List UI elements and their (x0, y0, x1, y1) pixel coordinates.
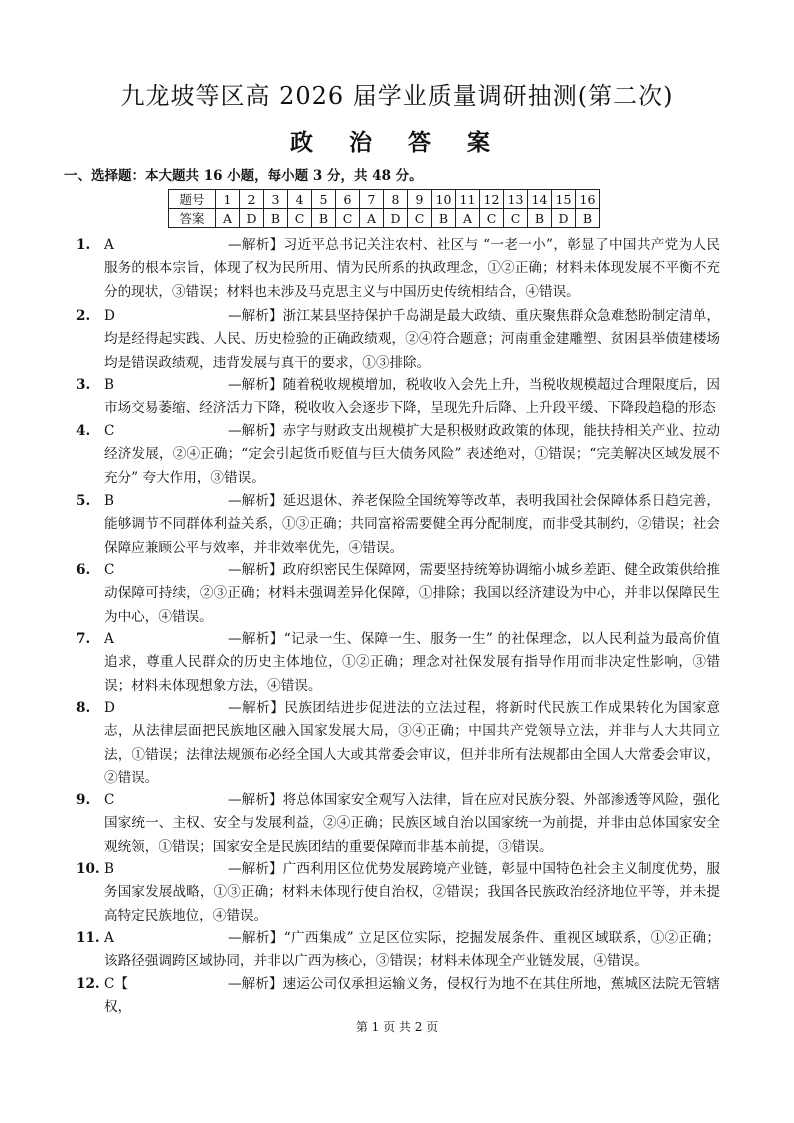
question-number: 9. (76, 792, 91, 808)
question-answer: A (104, 237, 114, 253)
table-cell: 3 (264, 190, 288, 209)
table-cell: A (360, 209, 384, 228)
table-cell: C (408, 209, 432, 228)
question-explanation: —解析】“广西集成” 立足区位实际，挖掘发展条件、重视区域联系，①②正确；该路径强调跨区域协同，并非以广西为核心，③错误；材料未体现全产业链发展，④错误。 (104, 930, 720, 970)
question-1 (76, 234, 720, 304)
question-5 (76, 490, 720, 560)
question-number: 3. (76, 377, 91, 393)
table-cell: C (504, 209, 528, 228)
table-cell: B (312, 209, 336, 228)
answer-table-answer-row (169, 209, 600, 228)
table-cell: B (432, 209, 456, 228)
question-explanation: —解析】广西利用区位优势发展跨境产业链，彰显中国特色社会主义制度优势，服务国家发展战略，①③正确；材料未体现行使自治权，②错误；我国各民族政治经济地位平等，并未提高特定民族地位，④错误。 (104, 861, 720, 924)
table-cell: 12 (480, 190, 504, 209)
page-subtitle: 政 治 答 案 (289, 129, 505, 156)
table-cell: 4 (288, 190, 312, 209)
table-cell: A (216, 209, 240, 228)
page-footer: 第 1 页 共 2 页 (355, 1020, 439, 1034)
question-answer: B (104, 493, 114, 509)
table-row-label: 题号 (169, 190, 216, 209)
question-number: 6. (76, 562, 91, 578)
question-number: 11. (76, 930, 100, 946)
question-3 (76, 374, 720, 421)
table-cell: C (336, 209, 360, 228)
question-number: 1. (76, 237, 91, 253)
question-explanation: —解析】政府织密民生保障网，需要坚持统筹协调缩小城乡差距、健全政策供给推动保障可持续，②③正确；材料未强调差异化保障，①排除；我国以经济建设为中心，并非以保障民生为中心，④错误。 (104, 562, 720, 625)
table-cell: 8 (384, 190, 408, 209)
question-12 (76, 973, 720, 1020)
question-number: 7. (76, 631, 91, 647)
table-cell: 1 (216, 190, 240, 209)
table-cell: 7 (360, 190, 384, 209)
question-answer: B (104, 377, 114, 393)
question-answer: A (104, 930, 114, 946)
table-cell: 14 (528, 190, 552, 209)
question-explanation: —解析】“记录一生、保障一生、服务一生” 的社保理念，以人民利益为最高价值追求，尊重人民群众的历史主体地位，①②正确；理念对社保发展有指导作用而非决定性影响，③错误；材料未体现想象方法，④错误。 (104, 631, 720, 694)
table-cell: C (480, 209, 504, 228)
question-7 (76, 628, 720, 698)
page-title: 九龙坡等区高 2026 届学业质量调研抽测(第二次) (120, 82, 674, 110)
table-cell: D (384, 209, 408, 228)
question-explanation: —解析】将总体国家安全观写入法律，旨在应对民族分裂、外部渗透等风险，强化国家统一、主权、安全与发展利益，②④正确；民族区域自治以国家统一为前提，并非由总体国家安全观统领，①错误；国家安全是民族团结的重要保障而非基本前提，③错误。 (104, 792, 720, 855)
question-answer: A (104, 631, 114, 647)
table-cell: 16 (576, 190, 600, 209)
question-number: 8. (76, 700, 91, 716)
question-8 (76, 697, 720, 791)
question-2 (76, 305, 720, 375)
question-explanation: —解析】民族团结进步促进法的立法过程，将新时代民族工作成果转化为国家意志，从法律层面把民族地区融入国家发展大局，③④正确；中国共产党领导立法，并非与人大共同立法，①错误；法律法规颁布必经全国人大或其常委会审议，但并非所有法规都由全国人大常委会审议，②错误。 (104, 700, 720, 787)
question-answer: C (104, 792, 115, 808)
question-answer: B (104, 861, 114, 877)
table-cell: 13 (504, 190, 528, 209)
question-number: 10. (76, 861, 100, 877)
question-explanation: —解析】赤字与财政支出规模扩大是积极财政政策的体现，能扶持相关产业、拉动经济发展，②④正确；“定会引起货币贬值与巨大债务风险” 表述绝对，①错误；“完美解决区域发展不充分” 夸大作用，③错误。 (104, 423, 720, 486)
question-answer: D (104, 308, 115, 324)
table-cell: B (264, 209, 288, 228)
table-cell: A (456, 209, 480, 228)
question-number: 5. (76, 493, 91, 509)
section-heading: 一、选择题：本大题共 16 小题，每小题 3 分，共 48 分。 (64, 168, 423, 184)
table-cell: 9 (408, 190, 432, 209)
question-number: 4. (76, 423, 91, 439)
table-cell: C (288, 209, 312, 228)
table-cell: D (552, 209, 576, 228)
table-cell: 5 (312, 190, 336, 209)
question-answer: D (104, 700, 115, 716)
table-row-label: 答案 (169, 209, 216, 228)
question-explanation: —解析】随着税收规模增加，税收收入会先上升，当税收规模超过合理限度后，因市场交易萎缩、经济活力下降，税收收入会逐步下降，呈现先升后降、上升段平缓、下降段趋稳的形态 (104, 377, 720, 417)
question-answer: C【 (104, 976, 128, 992)
question-explanation: —解析】延迟退休、养老保险全国统筹等改革，表明我国社会保障体系日趋完善，能够调节不同群体利益关系，①③正确；共同富裕需要健全再分配制度，而非受其制约，②错误；社会保障应兼顾公平与效率，并非效率优先，④错误。 (104, 493, 720, 556)
question-6 (76, 559, 720, 629)
table-cell: B (528, 209, 552, 228)
question-10 (76, 858, 720, 928)
question-4 (76, 420, 720, 490)
table-cell: D (240, 209, 264, 228)
table-cell: 6 (336, 190, 360, 209)
question-number: 2. (76, 308, 91, 324)
answer-table-number-row (169, 190, 600, 209)
question-11 (76, 927, 720, 974)
question-9 (76, 789, 720, 859)
answer-table (168, 189, 600, 228)
question-explanation: —解析】浙江某县坚持保护千岛湖是最大政绩、重庆聚焦群众急难愁盼制定清单，均是经得起实践、人民、历史检验的正确政绩观，②④符合题意；河南重金建雕塑、贫困县举债建楼场均是错误政绩观，违背发展与真干的要求，①③排除。 (104, 308, 720, 371)
table-cell: B (576, 209, 600, 228)
question-answer: C (104, 423, 115, 439)
table-cell: 2 (240, 190, 264, 209)
table-cell: 15 (552, 190, 576, 209)
question-explanation: —解析】习近平总书记关注农村、社区与 “一老一小”，彰显了中国共产党为人民服务的根本宗旨，体现了权为民所用、情为民所系的执政理念，①②正确；材料未体现发展不平衡不充分的现状，③错误；材料也未涉及马克思主义与中国历史传统相结合，④错误。 (104, 237, 720, 300)
question-answer: C (104, 562, 115, 578)
table-cell: 11 (456, 190, 480, 209)
table-cell: 10 (432, 190, 456, 209)
question-number: 12. (76, 976, 100, 992)
question-explanation: —解析】速运公司仅承担运输义务，侵权行为地不在其住所地，蕉城区法院无管辖权， (104, 976, 720, 1016)
